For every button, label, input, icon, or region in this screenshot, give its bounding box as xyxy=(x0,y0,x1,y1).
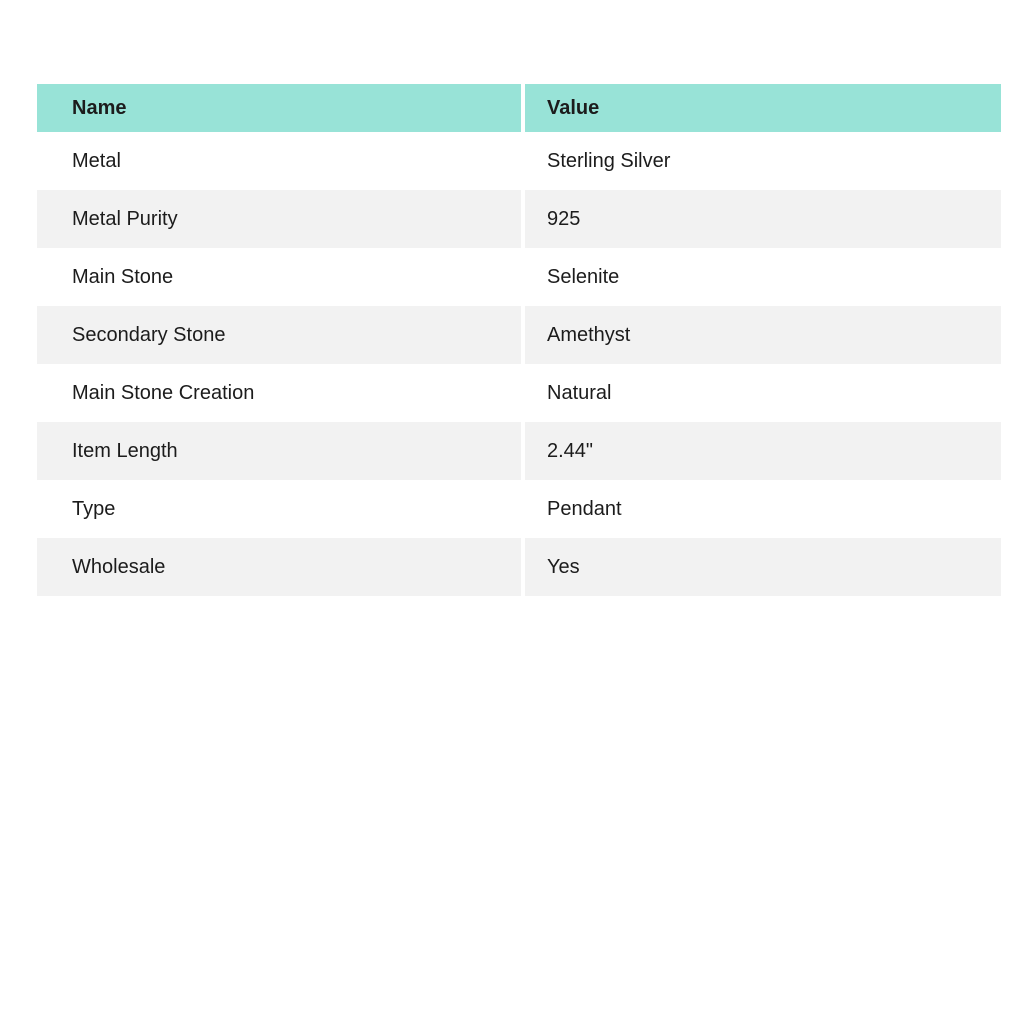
table-row xyxy=(37,190,1001,248)
attribute-name-cell: Item Length xyxy=(37,422,523,480)
attribute-name-cell: Type xyxy=(37,480,523,538)
attribute-name-cell: Secondary Stone xyxy=(37,306,523,364)
attribute-value-cell: 2.44" xyxy=(523,422,1001,480)
attribute-value-cell: Pendant xyxy=(523,480,1001,538)
attribute-name-cell: Main Stone xyxy=(37,248,523,306)
table-row xyxy=(37,132,1001,190)
attribute-value-cell: Sterling Silver xyxy=(523,132,1001,190)
table-row xyxy=(37,422,1001,480)
attribute-value-cell: 925 xyxy=(523,190,1001,248)
table-row xyxy=(37,538,1001,596)
table-row xyxy=(37,364,1001,422)
table-header-row xyxy=(37,84,1001,132)
attribute-name-cell: Main Stone Creation xyxy=(37,364,523,422)
column-header-name: Name xyxy=(37,84,523,132)
attribute-name-cell: Wholesale xyxy=(37,538,523,596)
attribute-name-cell: Metal xyxy=(37,132,523,190)
table-row xyxy=(37,306,1001,364)
attribute-name-cell: Metal Purity xyxy=(37,190,523,248)
table-row xyxy=(37,248,1001,306)
column-header-value: Value xyxy=(523,84,1001,132)
spec-table-container xyxy=(37,84,1001,596)
attribute-value-cell: Natural xyxy=(523,364,1001,422)
attribute-value-cell: Yes xyxy=(523,538,1001,596)
attribute-value-cell: Amethyst xyxy=(523,306,1001,364)
attribute-value-cell: Selenite xyxy=(523,248,1001,306)
table-row xyxy=(37,480,1001,538)
spec-table xyxy=(37,84,1001,596)
